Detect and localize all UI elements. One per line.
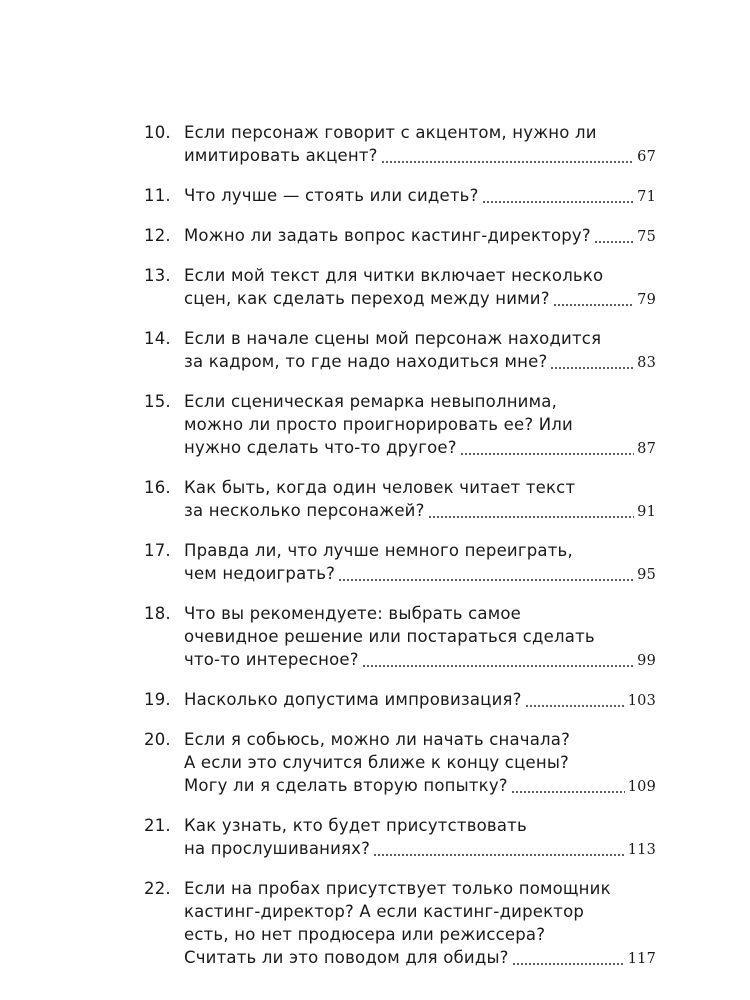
toc-entry xyxy=(144,688,656,713)
toc-entry-title-line: чем недоиграть? xyxy=(184,564,336,583)
toc-entry-last-line xyxy=(184,946,656,971)
toc-entry-title-line: имитировать акцент? xyxy=(184,146,378,165)
toc-page-number: 109 xyxy=(627,779,656,795)
toc-entry-title-line: за кадром, то где надо находиться мне? xyxy=(184,352,548,371)
toc-entry-title-line: Как быть, когда один человек читает текст xyxy=(184,478,576,497)
toc-page-number: 113 xyxy=(627,842,656,858)
toc-entry-number: 15. xyxy=(144,392,171,411)
toc-entry-body xyxy=(184,539,656,587)
toc-entry xyxy=(144,602,656,673)
toc-entry-last-line xyxy=(184,287,656,312)
toc-entry-number: 13. xyxy=(144,266,171,285)
toc-entry-number: 20. xyxy=(144,730,171,749)
toc-page-number: 117 xyxy=(627,951,656,967)
toc-entry-body xyxy=(184,224,656,249)
toc-entry-body xyxy=(184,121,656,169)
toc-page-number: 67 xyxy=(637,149,656,165)
toc-entry-last-line xyxy=(184,436,656,461)
toc-entry-title-line: Если персонаж говорит с акцентом, нужно ли xyxy=(184,123,597,142)
toc-entry-last-line xyxy=(184,224,656,249)
toc-page-number: 103 xyxy=(627,693,656,709)
toc-entry-title-line: сцен, как сделать переход между ними? xyxy=(184,289,550,308)
toc-entry xyxy=(144,390,656,461)
dot-leader xyxy=(511,774,625,799)
toc-entry-body xyxy=(184,390,656,461)
toc-entry xyxy=(144,121,656,169)
toc-entry-last-line xyxy=(184,648,656,673)
toc-entry-body xyxy=(184,728,656,799)
toc-entry-title-line: Как узнать, кто будет присутствовать xyxy=(184,816,527,835)
toc-entry-title-line: Что вы рекомендуете: выбрать самое xyxy=(184,604,521,623)
toc-entry xyxy=(144,877,656,971)
toc-entry-title-line: Можно ли задать вопрос кастинг-директору? xyxy=(184,226,591,245)
toc-entry xyxy=(144,327,656,375)
dot-leader xyxy=(553,287,634,312)
toc-entry-title-line: Что лучше — стоять или сидеть? xyxy=(184,186,479,205)
toc-entry-title-line: на прослушиваниях? xyxy=(184,839,371,858)
toc-entry-body xyxy=(184,327,656,375)
toc-entry-body xyxy=(184,814,656,862)
toc-entry-last-line xyxy=(184,184,656,209)
toc-entry-number: 16. xyxy=(144,478,171,497)
toc-entry-title-line: есть, но нет продюсера или режиссера? xyxy=(184,925,546,944)
toc-entry-title-line: что-то интересное? xyxy=(184,650,359,669)
toc-entry-body xyxy=(184,602,656,673)
toc-page-number: 87 xyxy=(637,441,656,457)
dot-leader xyxy=(362,648,634,673)
toc-entry xyxy=(144,224,656,249)
toc-entry-number: 18. xyxy=(144,604,171,623)
toc-entry-title-line: нужно сделать что-то другое? xyxy=(184,438,457,457)
toc-entry-title-line: Если мой текст для читки включает несколько xyxy=(184,266,604,285)
toc-entry xyxy=(144,184,656,209)
toc-entry-title-line: Насколько допустима импровизация? xyxy=(184,690,522,709)
dot-leader xyxy=(381,144,635,169)
toc-entry-body xyxy=(184,877,656,971)
dot-leader xyxy=(550,350,634,375)
dot-leader xyxy=(338,562,634,587)
toc-entry-number: 10. xyxy=(144,123,171,142)
toc-entry-title-line: Могу ли я сделать вторую попытку? xyxy=(184,776,508,795)
toc-entry xyxy=(144,539,656,587)
toc-entry-title-line: Если я собьюсь, можно ли начать сначала? xyxy=(184,730,571,749)
toc-entry-body xyxy=(184,688,656,713)
toc-page-number: 95 xyxy=(637,567,656,583)
dot-leader xyxy=(460,436,634,461)
toc-entry-title-line: очевидное решение или постараться сделать xyxy=(184,627,595,646)
dot-leader xyxy=(482,184,635,209)
toc-entry-body xyxy=(184,184,656,209)
toc-entry-number: 22. xyxy=(144,879,171,898)
toc-page-number: 75 xyxy=(637,229,656,245)
dot-leader xyxy=(525,688,625,713)
toc-entry-title-line: Если на пробах присутствует только помощник xyxy=(184,879,611,898)
toc-entry-number: 14. xyxy=(144,329,171,348)
toc-entry xyxy=(144,264,656,312)
toc-entry-title-line: А если это случится ближе к концу сцены? xyxy=(184,753,570,772)
toc-entry xyxy=(144,728,656,799)
toc-entry-title-line: Если в начале сцены мой персонаж находится xyxy=(184,329,602,348)
dot-leader xyxy=(594,224,634,249)
toc-entry-title-line: Если сценическая ремарка невыполнима, xyxy=(184,392,558,411)
toc-entry-last-line xyxy=(184,774,656,799)
toc-entry-title-line: Считать ли это поводом для обиды? xyxy=(184,948,509,967)
dot-leader xyxy=(428,499,635,524)
dot-leader xyxy=(373,837,625,862)
toc-page-number: 99 xyxy=(637,653,656,669)
toc-entry-body xyxy=(184,476,656,524)
toc-entry-title-line: можно ли просто проигнорировать ее? Или xyxy=(184,415,573,434)
toc-entry-last-line xyxy=(184,837,656,862)
toc-page-number: 71 xyxy=(637,189,656,205)
toc-page-number: 79 xyxy=(637,292,656,308)
toc-entry-last-line xyxy=(184,144,656,169)
toc-entry-number: 11. xyxy=(144,186,171,205)
toc-entry xyxy=(144,476,656,524)
table-of-contents xyxy=(144,121,656,986)
toc-entry-number: 17. xyxy=(144,541,171,560)
toc-entry-last-line xyxy=(184,350,656,375)
toc-entry-last-line xyxy=(184,562,656,587)
dot-leader xyxy=(512,946,625,971)
toc-entry-title-line: за несколько персонажей? xyxy=(184,501,425,520)
toc-entry xyxy=(144,814,656,862)
toc-page-number: 83 xyxy=(637,355,656,371)
toc-page-number: 91 xyxy=(637,504,656,520)
toc-entry-number: 12. xyxy=(144,226,171,245)
toc-entry-title-line: Правда ли, что лучше немного переиграть, xyxy=(184,541,573,560)
toc-entry-last-line xyxy=(184,688,656,713)
toc-entry-number: 21. xyxy=(144,816,171,835)
toc-entry-title-line: кастинг-директор? А если кастинг-директор xyxy=(184,902,585,921)
toc-entry-number: 19. xyxy=(144,690,171,709)
toc-entry-last-line xyxy=(184,499,656,524)
toc-entry-body xyxy=(184,264,656,312)
